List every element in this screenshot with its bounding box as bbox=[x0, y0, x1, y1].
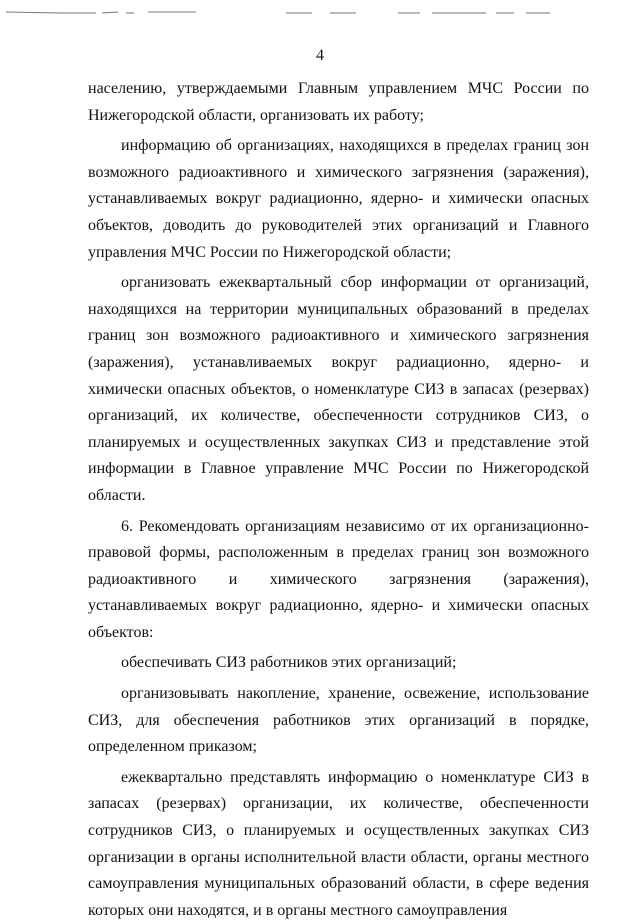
page-number: 4 bbox=[316, 47, 324, 64]
paragraph-provide-ppe: обеспечивать СИЗ работников этих организаций; bbox=[121, 654, 457, 672]
paragraph-quarterly-report: ежеквартально представлять информацию о номенклатуре СИЗ в запасах (резервах) организации, их количестве, обеспеченности сотрудников СИЗ, о планируемых и осуществленных закупках СИЗ организации в органы исполнительной власти области, органы местного самоуправления муниципальных образований области, в сфере ведения которых они находятся, и в органы местного самоуправления bbox=[88, 768, 589, 919]
document-body bbox=[88, 76, 589, 924]
paragraph-quarterly-collection: организовать ежеквартальный сбор информации от организаций, находящихся на территории муниципальных образований в пределах границ зон возможного радиоактивного и химического загрязнения (заражения), устанавливаемых вокруг радиационно, ядерно- и химически опасных объектов, о номенклатуре СИЗ в запасах (резервах) организаций, их количестве, обеспеченности сотрудников СИЗ, о планируемых и осуществленных закупках СИЗ и представление этой информации в Главное управление МЧС России по Нижегородской области. bbox=[88, 274, 589, 504]
paragraph-organize-storage: организовывать накопление, хранение, освежение, использование СИЗ, для обеспечения работников этих организаций в порядке, определенном приказом; bbox=[88, 685, 589, 756]
paragraph-hazard-zone-info: информацию об организациях, находящихся в пределах границ зон возможного радиоактивного и химического загрязнения (заражения), устанавливаемых вокруг радиационно, ядерно- и химически опасных объектов, доводить до руководителей этих организаций и Главного управления МЧС России по Нижегородской области; bbox=[88, 137, 589, 261]
paragraph-item-6: 6. Рекомендовать организациям независимо от их организационно-правовой формы, расположенным в пределах границ зон возможного радиоактивного и химического загрязнения (заражения), устанавливаемых вокруг радиационно, ядерно- и химически опасных объектов: bbox=[88, 517, 589, 641]
paragraph-continuation: населению, утверждаемыми Главным управлением МЧС России по Нижегородской области, организовать их работу; bbox=[88, 80, 589, 124]
scan-header-artifact bbox=[0, 8, 640, 18]
